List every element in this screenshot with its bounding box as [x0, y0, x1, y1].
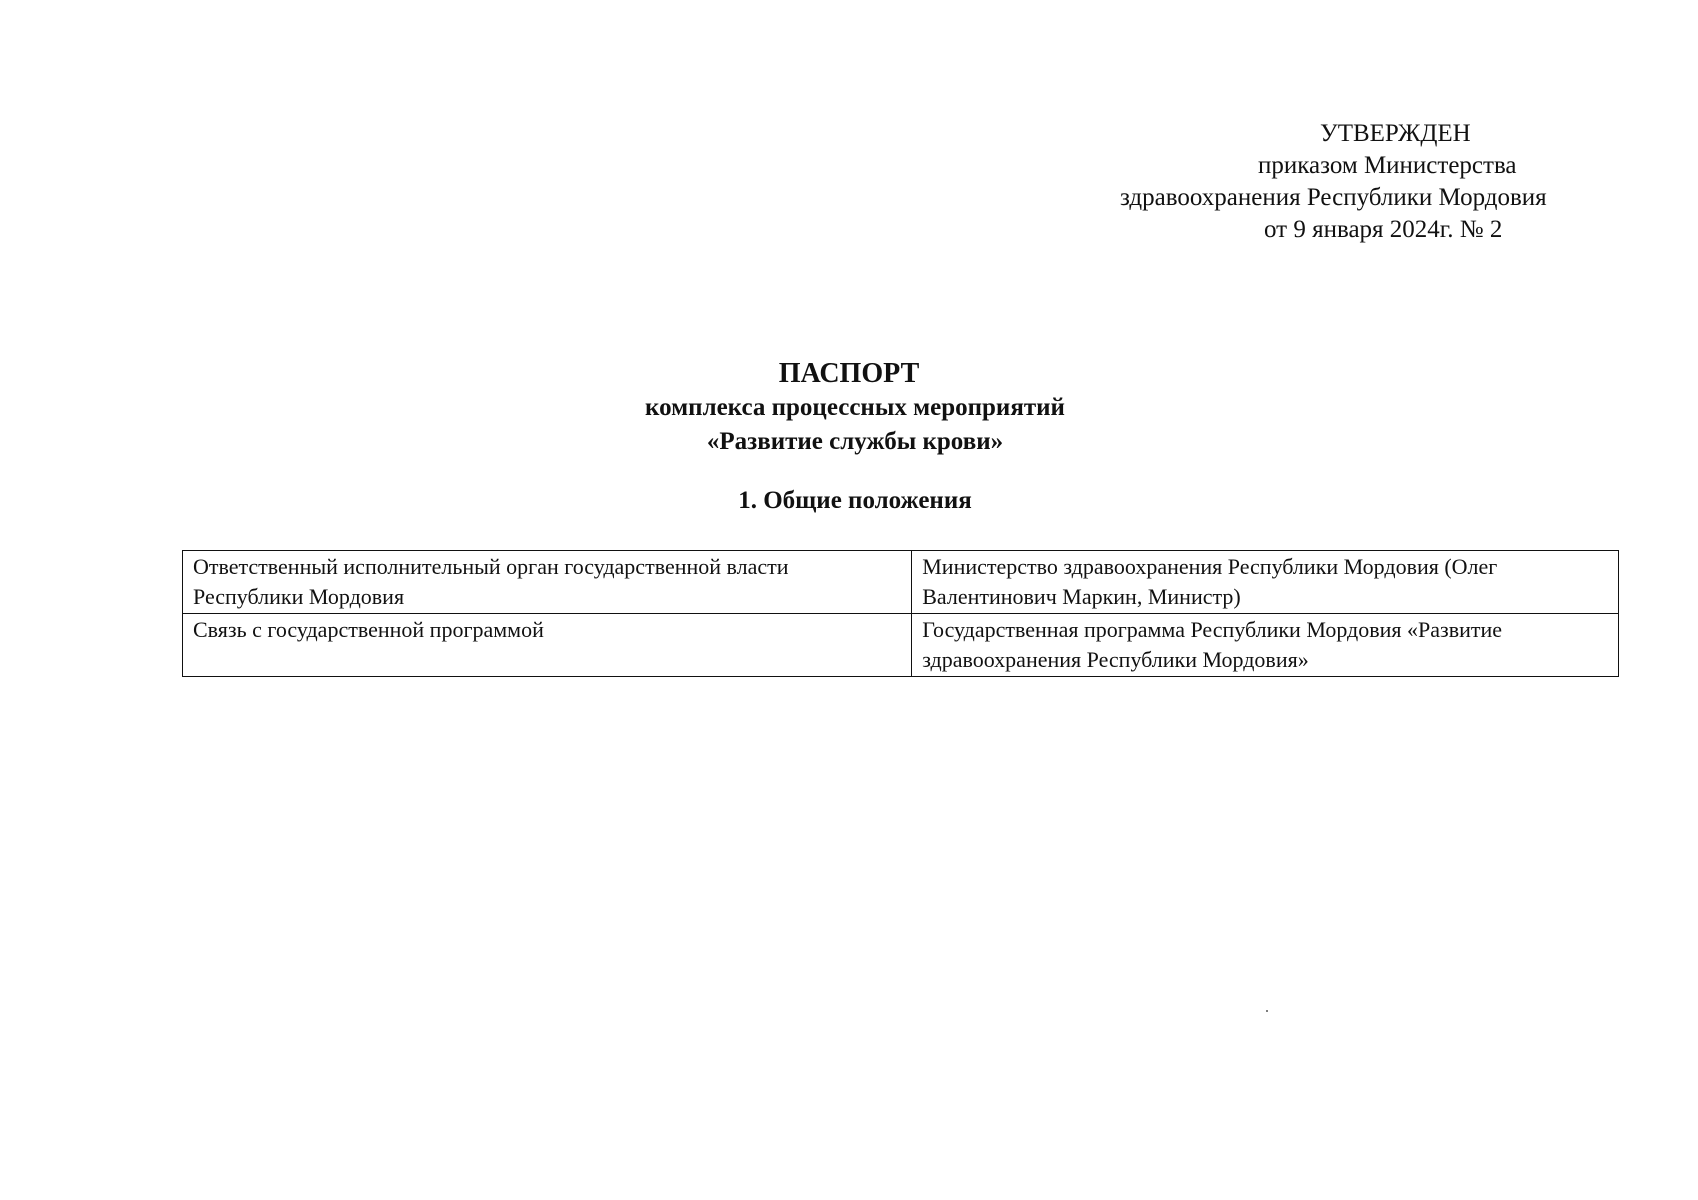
table-cell-value	[912, 551, 1619, 614]
approval-line-approved: УТВЕРЖДЕН	[1320, 120, 1471, 147]
cell-text-line: Республики Мордовия	[193, 584, 405, 609]
scan-speck	[1266, 1010, 1268, 1012]
approval-block	[1120, 118, 1640, 246]
cell-text-line: Государственная программа Республики Мордовия «Развитие	[922, 617, 1503, 642]
cell-text-line: Министерство здравоохранения Республики Мордовия (Олег	[922, 554, 1498, 579]
cell-text-line: Валентинович Маркин, Министр)	[922, 584, 1241, 609]
table-cell-value	[912, 614, 1619, 677]
cell-text-line: здравоохранения Республики Мордовия»	[922, 647, 1309, 672]
section-heading: 1. Общие положения	[738, 487, 972, 514]
general-provisions-table	[182, 550, 1619, 677]
approval-line-order: приказом Министерства	[1258, 152, 1517, 179]
approval-line-date: от 9 января 2024г. № 2	[1264, 216, 1503, 243]
table-cell-label	[183, 551, 912, 614]
program-name: «Развитие службы крови»	[706, 428, 1004, 455]
approval-line-ministry: здравоохранения Республики Мордовия	[1120, 184, 1547, 211]
document-subtitle: комплекса процессных мероприятий	[645, 394, 1065, 421]
document-title: ПАСПОРТ	[778, 358, 920, 389]
cell-text-line: Связь с государственной программой	[193, 617, 544, 642]
table-row	[183, 551, 1619, 614]
cell-text-line: Ответственный исполнительный орган государственной власти	[193, 554, 789, 579]
table-row	[183, 614, 1619, 677]
table-cell-label	[183, 614, 912, 677]
